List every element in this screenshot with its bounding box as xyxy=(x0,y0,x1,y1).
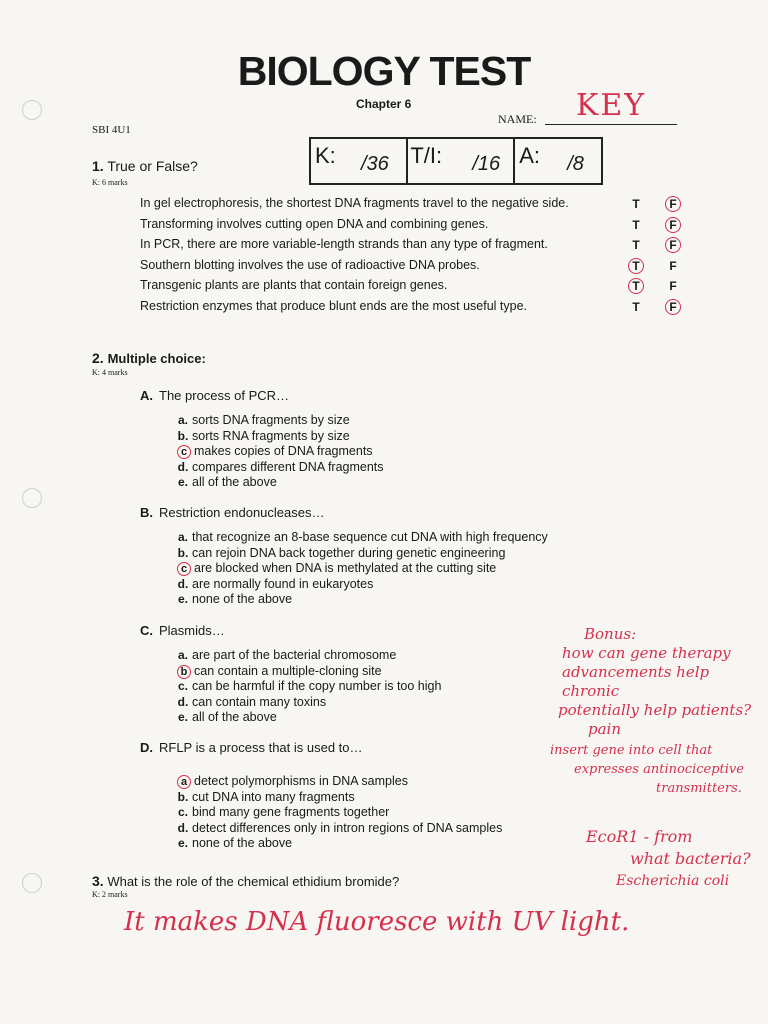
section3-marks: K: 2 marks xyxy=(92,890,128,899)
tf-statement: Transforming involves cutting open DNA and combining genes. xyxy=(140,216,489,231)
answer-circle: a xyxy=(177,775,191,789)
answer-circle: c xyxy=(177,562,191,576)
option-letter: a. xyxy=(177,413,188,427)
marks-k: K: /36 xyxy=(311,139,408,183)
tf-false-option: F xyxy=(665,237,681,253)
mc-option: c are blocked when DNA is methylated at the cutting site xyxy=(176,561,548,577)
tf-true-option: T xyxy=(632,238,640,252)
mc-options xyxy=(176,648,441,726)
mc-options xyxy=(176,413,384,491)
mc-option: e. all of the above xyxy=(177,710,277,725)
mc-option: d. compares different DNA fragments xyxy=(177,459,384,474)
tf-row xyxy=(140,299,700,320)
option-letter: b. xyxy=(177,428,189,443)
tf-row xyxy=(140,237,700,258)
mc-option: a. are part of the bacterial chromosome xyxy=(177,648,397,662)
marks-ti: T/I: /16 xyxy=(408,139,515,183)
option-letter: b. xyxy=(177,545,189,560)
answer-circle: b xyxy=(177,665,191,679)
tf-list xyxy=(140,196,700,319)
ecor1-note: EcoR1 - from what bacteria? Escherichia coli xyxy=(586,827,751,889)
mc-option: b can contain a multiple-cloning site xyxy=(176,664,441,680)
tf-statement: Southern blotting involves the use of radioactive DNA probes. xyxy=(140,257,480,272)
option-letter: c. xyxy=(177,679,188,694)
tf-true-option: T xyxy=(628,278,644,294)
tf-true-option: T xyxy=(628,258,644,274)
binder-hole-bottom xyxy=(22,873,42,893)
section1-heading: 1. True or False? xyxy=(92,158,198,174)
tf-row xyxy=(140,258,700,279)
tf-false-option: F xyxy=(665,217,681,233)
tf-row xyxy=(140,278,700,299)
mc-option: c. can be harmful if the copy number is too high xyxy=(177,679,442,694)
marks-a: A: /8 xyxy=(519,143,584,175)
mc-option: a. sorts DNA fragments by size xyxy=(177,413,350,427)
option-letter: c. xyxy=(177,805,188,820)
binder-hole-middle xyxy=(22,488,42,508)
mc-question: D. RFLP is a process that is used to… xyxy=(140,740,363,755)
binder-hole-top xyxy=(22,100,42,120)
name-value: KEY xyxy=(576,88,647,123)
tf-row xyxy=(140,217,700,238)
mc-option: a detect polymorphisms in DNA samples xyxy=(176,774,502,790)
tf-row xyxy=(140,196,700,217)
section3-heading: 3. What is the role of the chemical ethidium bromide? xyxy=(92,873,400,889)
option-letter: e. xyxy=(177,475,188,490)
name-underline xyxy=(545,124,677,125)
mc-question: C. Plasmids… xyxy=(140,623,225,638)
mc-option: a. that recognize an 8-base sequence cut DNA with high frequency xyxy=(177,530,548,544)
bonus-note: Bonus: how can gene therapy advancements help chronic potentially help patients? pain insert gene into cell that expresses antinociceptive transmitters. xyxy=(550,625,752,796)
mc-options xyxy=(176,774,502,852)
option-letter: d. xyxy=(177,576,189,591)
course-code: SBI 4U1 xyxy=(92,124,131,136)
tf-false-option: F xyxy=(665,196,681,212)
chapter-label: Chapter 6 xyxy=(356,97,412,111)
mc-option: e. none of the above xyxy=(177,592,293,607)
mc-option: d. detect differences only in intron regions of DNA samples xyxy=(177,820,503,835)
tf-true-option: T xyxy=(632,217,640,232)
mc-option: e. none of the above xyxy=(177,836,293,851)
answer-circle: c xyxy=(177,445,191,459)
tf-false-option: F xyxy=(665,299,681,315)
section1-marks: K: 6 marks xyxy=(92,178,128,187)
tf-true-option: T xyxy=(632,299,640,314)
tf-statement: In PCR, there are more variable-length strands than any type of fragment. xyxy=(140,237,548,251)
option-letter: e. xyxy=(177,592,188,607)
option-letter: d. xyxy=(177,694,189,709)
mc-option: c makes copies of DNA fragments xyxy=(176,444,384,460)
marks-box xyxy=(309,137,603,185)
mc-option: b. can rejoin DNA back together during genetic engineering xyxy=(177,545,506,560)
option-letter: e. xyxy=(177,836,188,851)
option-letter: d. xyxy=(177,820,189,835)
option-letter: b. xyxy=(177,789,189,804)
tf-false-option: F xyxy=(669,258,677,273)
mc-question: B. Restriction endonucleases… xyxy=(140,505,325,520)
section2-marks: K: 4 marks xyxy=(92,368,128,377)
mc-options xyxy=(176,530,548,608)
name-label: NAME: xyxy=(498,112,537,126)
mc-option: b. sorts RNA fragments by size xyxy=(177,428,350,443)
tf-false-option: F xyxy=(669,279,677,293)
mc-option: d. can contain many toxins xyxy=(177,694,327,709)
option-letter: a. xyxy=(177,648,188,662)
tf-true-option: T xyxy=(632,197,640,211)
mc-option: b. cut DNA into many fragments xyxy=(177,789,355,804)
option-letter: a. xyxy=(177,530,188,544)
mc-option: c. bind many gene fragments together xyxy=(177,805,390,820)
test-title: BIOLOGY TEST xyxy=(237,48,531,94)
tf-statement: Transgenic plants are plants that contain foreign genes. xyxy=(140,278,448,292)
section3-answer: It makes DNA fluoresce with UV light. xyxy=(124,907,630,937)
tf-statement: Restriction enzymes that produce blunt ends are the most useful type. xyxy=(140,298,528,313)
mc-option: d. are normally found in eukaryotes xyxy=(177,576,374,591)
option-letter: e. xyxy=(177,710,188,725)
mc-option: e. all of the above xyxy=(177,475,277,490)
section2-heading: 2. Multiple choice: xyxy=(92,350,206,366)
option-letter: d. xyxy=(177,459,189,474)
mc-question: A. The process of PCR… xyxy=(140,388,290,403)
tf-statement: In gel electrophoresis, the shortest DNA fragments travel to the negative side. xyxy=(140,196,569,210)
